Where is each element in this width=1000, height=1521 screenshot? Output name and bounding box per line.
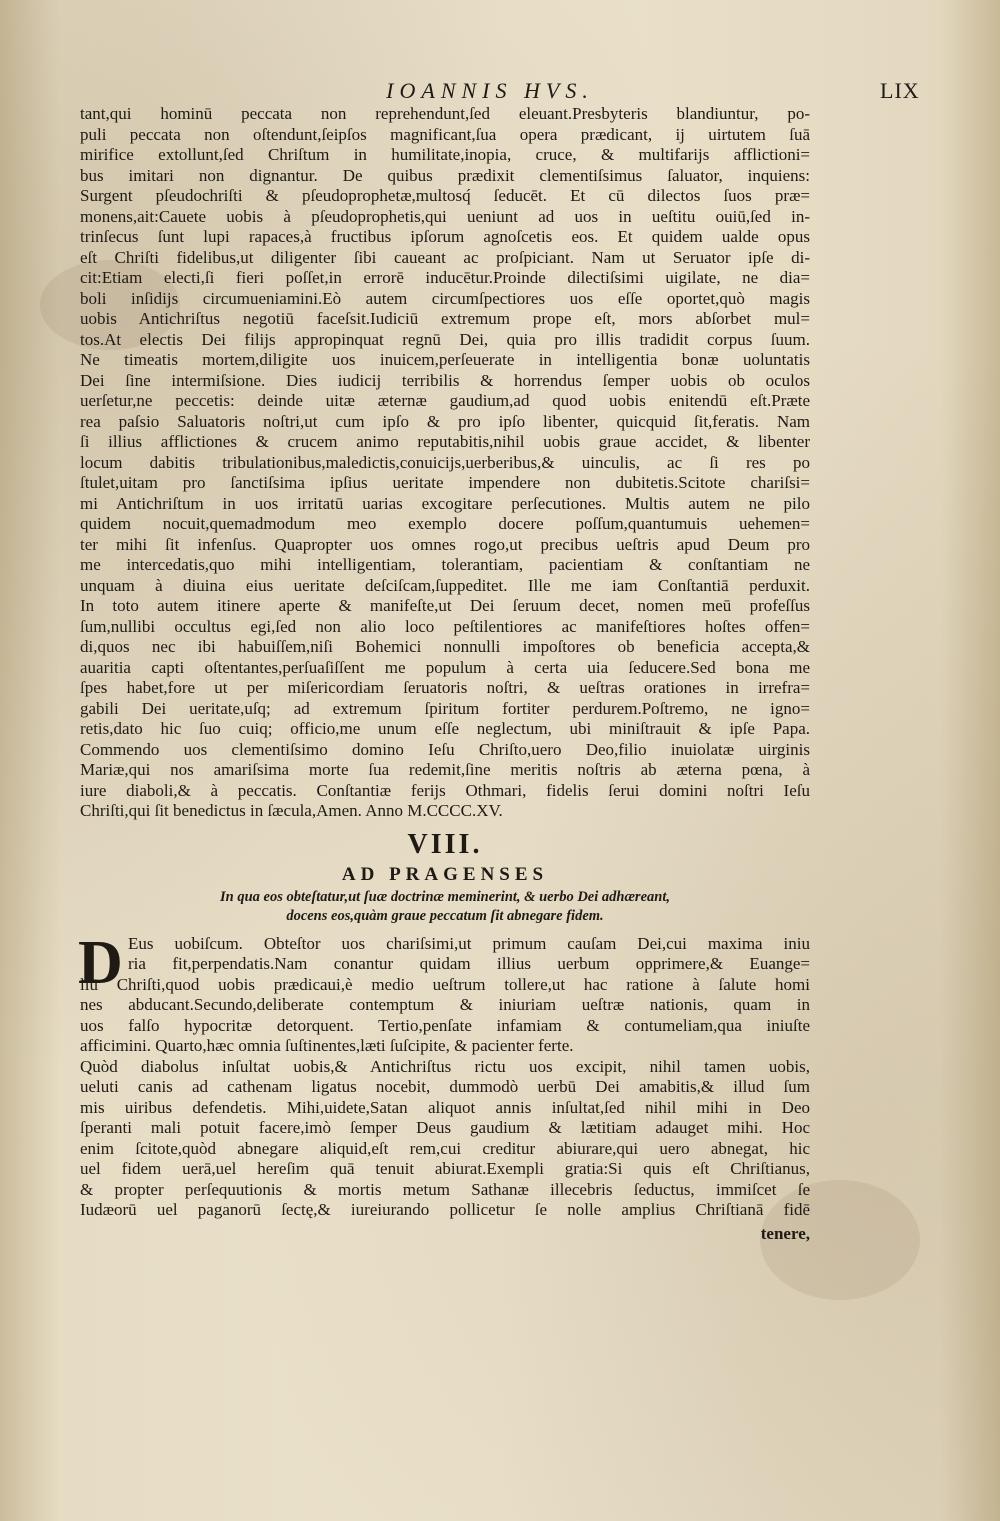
text-line: tos.At electis Dei filijs appropinquat regnū Dei, quia pro illis tradidit corpus ſuum.	[80, 329, 810, 349]
text-line: me intercedatis,quo mihi intelligentiam, tolerantiam, pacientiam & conſtantiam ne	[80, 555, 810, 574]
text-line: eſt Chriſti fidelibus,ut diligenter ſibi caueant ac proſpiciant. Nam ut Seruator ipſe di-	[80, 247, 810, 267]
text-line: uos falſo hypocritæ detorquent. Tertio,penſate infamiam & contumeliam,qua iniuſte	[80, 1015, 810, 1035]
text-line: gabili Dei ueritate,uſq; ad extremum ſpiritum fortiter perdurem.Poſtremo, ne igno=	[80, 698, 810, 718]
text-line: bus imitari non dignantur. De quibus prædixit clementiſsimus ſaluator, inquiens:	[80, 165, 810, 185]
text-line: Chriſti,qui ſit benedictus in ſæcula,Amen. Anno M.CCCC.XV.	[80, 801, 503, 820]
text-line: ſtulet,uitam pro ſanctiſsima ipſius ueritate impendere non dubitetis.Scitote chariſsi=	[80, 473, 810, 492]
folio-number: LIX	[880, 78, 920, 103]
text-line: mirifice extollunt,ſed Chriſtum in humilitate,inopia, cruce, & multifarijs afflictioni=	[80, 145, 810, 164]
text-line: monens,ait:Cauete uobis à pſeudoprophetis,qui ueniunt ad uos in ueſtitu ouiū,ſed in-	[80, 206, 810, 226]
text-line: uerſetur,ne peccetis: deinde uitæ æternæ gaudium,ad quod uobis enitendū eſt.Præte	[80, 391, 810, 410]
text-line: liū Chriſti,quod uobis prædicaui,è medio ueſtrum tollere,ut hac ratione à ſalute homi	[80, 974, 810, 994]
text-line: retis,dato hic ſuo cuiq; officio,me unum eſſe neglectum, ubi miniſtrauit & ipſe Papa.	[80, 719, 810, 738]
text-line: ueluti canis ad cathenam ligatus nocebit, dummodò uerbū Dei amabitis,& illud ſum	[80, 1077, 810, 1096]
drop-cap: D	[78, 928, 123, 997]
catchword: tenere,	[760, 1223, 810, 1243]
section-subtitle-line: In qua eos obteſtatur,ut ſuæ doctrinæ meminerint, & uerbo Dei adhæreant,	[220, 888, 670, 905]
section-number: VIII.	[407, 828, 483, 860]
text-line: uobis Antichriſtus negotiū faceſsit.Iudiciū extremum prope eſt, mors abſorbet mul=	[80, 309, 810, 328]
text-line: mis uiribus defendetis. Mihi,uidete,Satan aliquot annis inſultat,ſed nihil mihi in Deo	[80, 1097, 810, 1117]
text-line: puli peccata non oſtendunt,ſeipſos magnificant,ſua opera prædicant, ij uirtutem ſuā	[80, 124, 810, 144]
text-line: Mariæ,qui nos amariſsima morte ſua redemit,ſine meritis noſtris ab æterna pœna, à	[80, 760, 810, 779]
text-line: ter mihi ſit infenſus. Quapropter uos omnes rogo,ut precibus ueſtris apud Deum pro	[80, 534, 810, 554]
letter-text	[80, 104, 810, 822]
second-letter-text	[78, 928, 810, 1221]
text-line: Iudæorū uel paganorū ſectę,& iureiurando pollicetur ſe nolle amplius Chriſtianā fidē	[80, 1200, 810, 1219]
text-line: ſi illius afflictiones & crucem animo reputabitis,nihil uobis graue accidet, & libenter	[80, 432, 810, 451]
section-subtitle-line: docens eos,quàm graue peccatum ſit abnegare fidem.	[286, 907, 604, 924]
text-line: In toto autem itinere aperte & manifeſte,ut Dei ſeruum decet, nomen meū profeſſus	[80, 596, 810, 615]
running-head: IOANNIS HVS.	[386, 78, 594, 103]
text-line: Dei ſine intermiſsione. Dies iudicij terribilis & horrendus ſemper uobis ob oculos	[80, 370, 810, 390]
text-line: locum dabitis tribulationibus,maledictis,conuicijs,uerberibus,& uinculis, ac ſi res po	[80, 452, 810, 472]
text-line: Ne timeatis mortem,diligite uos inuicem,perſeuerate in intelligentia bonæ uoluntatis	[80, 350, 810, 369]
section-title: AD PRAGENSES	[341, 863, 549, 885]
text-line: ſpes habet,fore ut per miſericordiam ſeruatoris noſtri, & ueſtras orationes in irrefra=	[80, 678, 810, 697]
text-line: boli inſidijs circumueniamini.Eò autem circumſpectiores uos eſſe oportet,quò magis	[80, 288, 810, 308]
text-line: tant,qui hominū peccata non reprehendunt,ſed eleuant.Presbyteris blandiuntur, po-	[80, 104, 810, 123]
text-line: ria fit,perpendatis.Nam conantur quidam illius uerbum opprimere,& Euange=	[128, 954, 810, 973]
text-line: Surgent pſeudochriſti & pſeudoprophetæ,multosq́ ſeducēt. Et cū dilectos ſuos præ=	[80, 186, 810, 205]
text-line: Quòd diabolus inſultat uobis,& Antichriſtus rictu uos excipit, nihil tamen uobis,	[80, 1056, 810, 1076]
text-line: ſum,nullibi occultus egi,ſed non alio loco peſtilentiores ac manifeſtiores hoſtes offen=	[80, 616, 810, 636]
text-line: Eus uobiſcum. Obteſtor uos chariſsimi,ut primum cauſam Dei,cui maxima iniu	[128, 933, 810, 953]
second-letter	[78, 928, 810, 1221]
text-line: mi Antichriſtum in uos irritatū uarias excogitare perſecutiones. Multis autem ne pilo	[80, 493, 810, 513]
text-line: uel fidem uerā,uel hereſim quā tenuit abiurat.Exempli gratia:Si quis eſt Chriſtianus,	[80, 1159, 810, 1178]
text-line: trinſecus ſunt lupi rapaces,à fructibus ipſorum agnoſcetis eos. Et quidem ualde opus	[80, 227, 810, 246]
text-line: afficimini. Quarto,hæc omnia ſuſtinentes,læti ſuſcipite, & pacienter ferte.	[80, 1036, 574, 1055]
text-line: iure diaboli,& à peccatis. Conſtantiæ ferijs Othmari, fidelis ſerui domini noſtri Ieſu	[80, 780, 810, 800]
text-line: quidem nocuit,quemadmodum meo exemplo docere poſſum,quantumuis uehemen=	[80, 514, 810, 533]
text-line: enim ſcitote,quòd abnegare aliquid,eſt rem,cui creditur abiurare,qui uero abnegat, hic	[80, 1138, 810, 1158]
text-line: & propter perſequutionis & mortis metum Sathanæ illecebris ſeductus, immiſcet ſe	[80, 1179, 810, 1199]
text-line: auaritia capti oſtentantes,perſuaſiſſent me populum à certa uia ſeducere.Sed bona me	[80, 657, 810, 677]
text-line: nes abducant.Secundo,deliberate contemptum & iniuriam ueſtræ nationis, quam in	[80, 995, 810, 1014]
text-line: unquam à diuina eius ueritate deſciſcam,ſuppeditet. Ille me iam Conſtantiā perduxit.	[80, 575, 810, 595]
text-block	[80, 104, 810, 1245]
text-line: ſperanti mali potuit facere,imò ſemper Deus gaudium & lætitiam adauget mihi. Hoc	[80, 1118, 810, 1137]
text-line: Commendo uos clementiſsimo domino Ieſu Chriſto,uero Deo,filio inuiolatæ uirginis	[80, 739, 810, 759]
text-line: di,quos nec ibi habuiſſem,niſi Bohemici nonnulli impoſtores ob beneficia accepta,&	[80, 637, 810, 656]
text-line: cit:Etiam electi,ſi fieri poſſet,in errorē inducētur.Proinde dilectiſsimi uigilate, ne dia=	[80, 268, 810, 287]
text-line: rea paſsio Saluatoris noſtri,ut cum ipſo & pro ipſo libenter, quicquid ſit,feratis. Nam	[80, 411, 810, 431]
